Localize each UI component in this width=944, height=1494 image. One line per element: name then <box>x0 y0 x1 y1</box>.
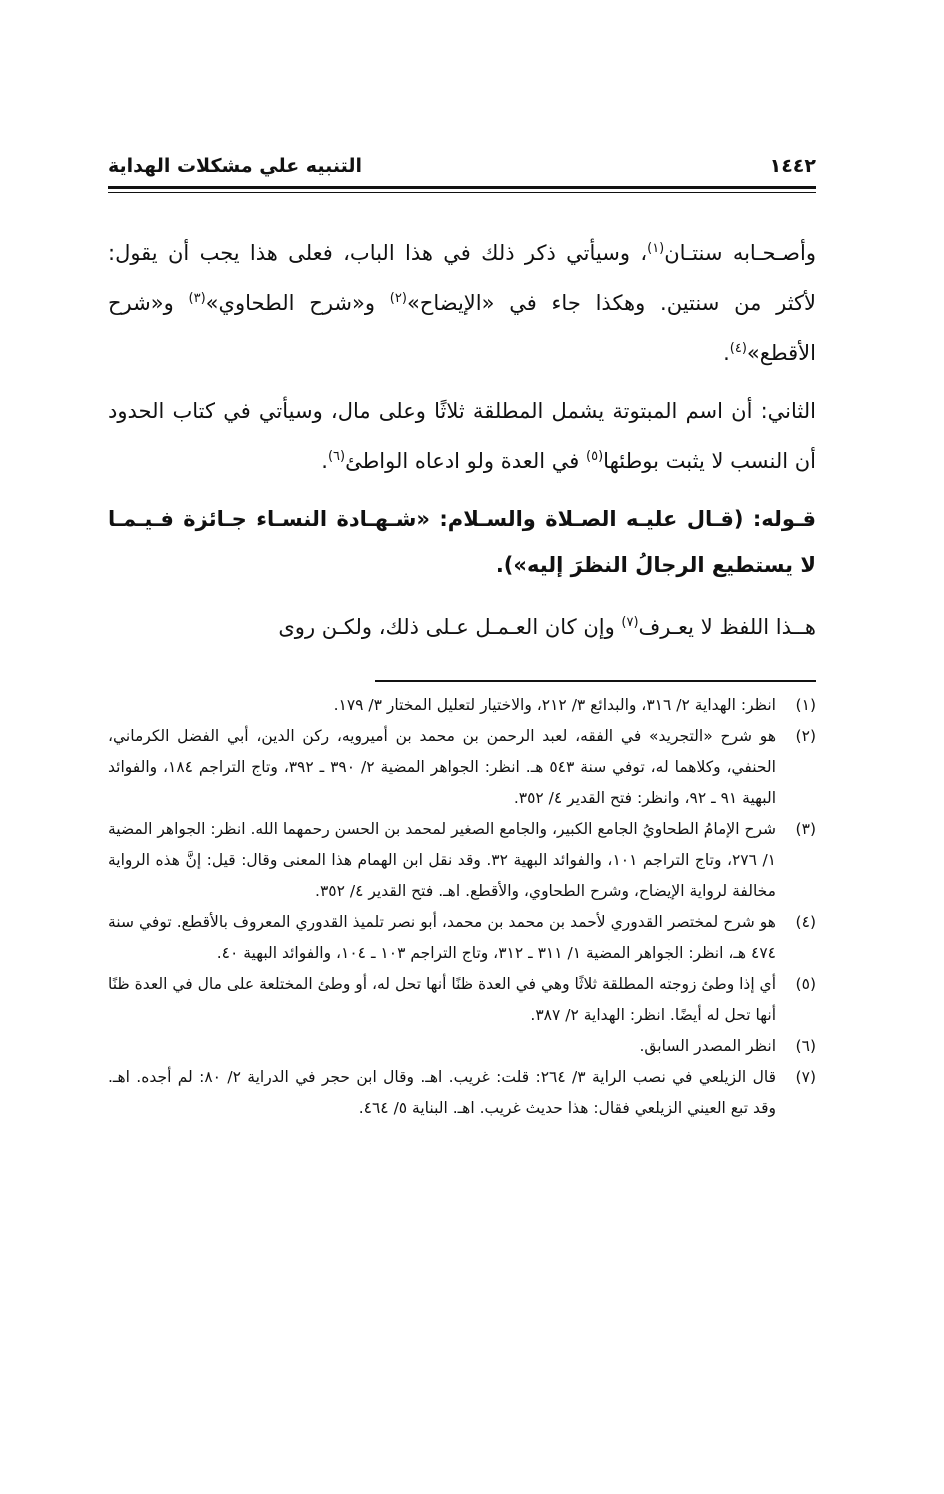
main-text <box>108 226 816 662</box>
footnote <box>108 969 816 1031</box>
body-paragraph <box>108 226 816 376</box>
footnote-number: (٤) <box>795 913 816 931</box>
footnote-number: (١) <box>795 696 816 714</box>
footnote <box>108 690 816 721</box>
footnote-text: هو شرح لمختصر القدوري لأحمد بن محمد بن محمد، أبو نصر تلميذ القدوري المعروف بالأقطع. توفي سنة ٤٧٤ هـ، انظر: الجواهر المضية ١/ ٣١١ ـ ٣١٢، وتاج التراجم ١٠٣ ـ ١٠٤، والفوائد البهية ٤٠. <box>108 913 776 962</box>
paragraph-text: الثاني: أن اسم المبتوتة يشمل المطلقة ثلاثًا وعلى مال، وسيأتي في كتاب الحدود أن النسب لا يثبت بوطئها <box>108 399 816 473</box>
header-rule-thick <box>108 186 816 189</box>
paragraph-text: . <box>723 341 730 365</box>
footnote-reference: (٧) <box>621 615 639 630</box>
footnote-number: (٦) <box>795 1037 816 1055</box>
footnote-text: قال الزيلعي في نصب الراية ٣/ ٢٦٤: قلت: غريب. اهـ. وقال ابن حجر في الدراية ٢/ ٨٠: لم أجده. اهـ. وقد تبع العيني الزيلعي فقال: هذا حديث غريب. اهـ. البناية ٥/ ٤٦٤. <box>108 1068 776 1117</box>
footnotes <box>108 690 816 1124</box>
body-paragraph <box>108 388 816 484</box>
footnote-text: شرح الإمامُ الطحاويُ الجامع الكبير، والجامع الصغير لمحمد بن الحسن رحمهما الله. انظر: الجواهر المضية ١/ ٢٧٦، وتاج التراجم ١٠١، والفوائد البهية ٣٢. وقد نقل ابن الهمام هذا المعنى وقال: قيل: إنَّ هذه الرواية مخالفة لرواية الإيضاح، وشرح الطحاوي، والأقطع. اهـ. فتح القدير ٤/ ٣٥٢. <box>108 820 776 900</box>
footnote-text: هو شرح «التجريد» في الفقه، لعبد الرحمن بن محمد بن أميرويه، ركن الدين، أبي الفضل الكرماني، الحنفي، وكلاهما له، توفي سنة ٥٤٣ هـ. انظر: الجواهر المضية ٢/ ٣٩٠ ـ ٣٩٢، وتاج التراجم ١٨٤، والفوائد البهية ٩١ ـ ٩٢، وانظر: فتح القدير ٤/ ٣٥٢. <box>108 727 776 807</box>
footnote-text: أي إذا وطئ زوجته المطلقة ثلاثًا وهي في العدة ظنًا أنها تحل له، أو وطئ المختلعة على مال في العدة ظنًا أنها تحل له أيضًا. انظر: الهداية ٢/ ٣٨٧. <box>108 975 776 1024</box>
paragraph-text: قـوله: (قـال عليـه الصـلاة والسـلام: «شـهـادة النسـاء جـائزة فـيـمـا لا يستطيع الرجالُ النظرَ إليه»). <box>108 507 816 577</box>
footnote <box>108 721 816 814</box>
footnote-number: (٧) <box>795 1068 816 1086</box>
paragraph-text: ، وسيأتي ذكر ذلك في هذا الباب، فعلى هذا يجب أن يقول: لأكثر من سنتين. وهكذا جاء في «الإيضاح» <box>108 241 817 315</box>
paragraph-text: هــذا اللفظ لا يعـرف <box>638 615 816 639</box>
footnote-reference: (٦) <box>327 449 346 464</box>
footnote <box>108 907 816 969</box>
paragraph-text: في العدة ولو ادعاه الواطئ <box>345 449 587 473</box>
body-paragraph <box>108 600 816 650</box>
footnote-reference: (٤) <box>729 341 747 356</box>
footnote <box>108 814 816 907</box>
paragraph-text: و«شرح الطحاوي» <box>205 291 390 315</box>
footnote-reference: (٥) <box>586 449 604 464</box>
running-title: التنبيه علي مشكلات الهداية <box>108 155 362 177</box>
paragraph-text: و«شرح الأقطع» <box>108 291 816 365</box>
paragraph-text: . <box>321 449 328 473</box>
footnote-reference: (١) <box>647 241 665 256</box>
footnote-text: انظر المصدر السابق. <box>639 1037 776 1055</box>
page-number: ١٤٤٢ <box>769 155 816 177</box>
footnote-number: (٥) <box>795 975 816 993</box>
paragraph-text: وأصـحـابه سنتـان <box>664 241 816 265</box>
header-rule-thin <box>108 192 816 193</box>
paragraph-text: وإن كان العـمـل عـلى ذلك، ولكـن روى <box>278 615 622 639</box>
page-header <box>108 152 816 180</box>
footnote-number: (٢) <box>795 727 816 745</box>
footnote-separator <box>375 680 816 682</box>
footnote <box>108 1062 816 1124</box>
body-paragraph <box>108 496 816 588</box>
footnote-text: انظر: الهداية ٢/ ٣١٦، والبدائع ٣/ ٢١٢، والاختيار لتعليل المختار ٣/ ١٧٩. <box>333 696 776 714</box>
footnote-reference: (٣) <box>188 291 206 306</box>
footnote <box>108 1031 816 1062</box>
footnote-reference: (٢) <box>389 291 407 306</box>
footnote-number: (٣) <box>795 820 816 838</box>
